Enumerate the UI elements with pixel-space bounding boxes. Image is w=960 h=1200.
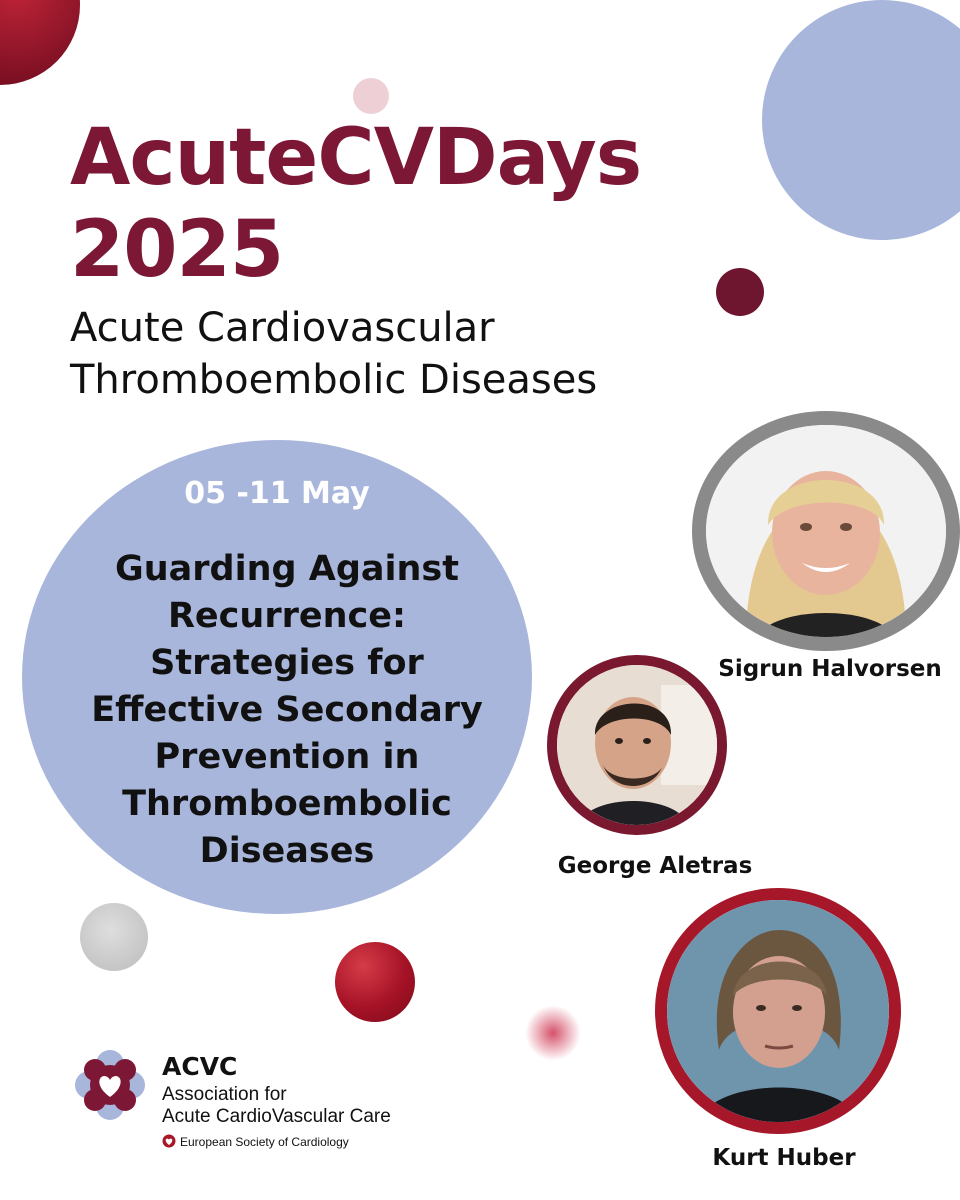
decor-pink-dot [353,78,389,114]
org-name-line2: Acute CardioVascular Care [162,1106,391,1127]
decor-red-circle-top-left [0,0,80,85]
session-title-line: Prevention in [154,737,420,777]
speaker-photo [547,655,727,835]
portrait-icon [706,425,946,637]
session-title-line: Guarding Against [115,549,459,589]
session-title-line: Thromboembolic [122,784,452,824]
speaker-photo [655,888,901,1134]
parent-org-name: European Society of Cardiology [180,1135,349,1149]
event-title [70,112,641,296]
portrait-icon [667,900,889,1122]
session-title-line: Diseases [199,831,375,871]
decor-maroon-dot [716,268,764,316]
portrait-icon [557,665,717,825]
org-name-line1: Association for [162,1084,287,1105]
event-title-year: 2025 [70,205,284,295]
speaker-name: George Aletras [557,853,753,879]
speaker-photo [692,411,960,651]
session-title [22,546,552,875]
event-title-line1: AcuteCVDays [70,113,642,203]
heart-in-flower-icon [75,1050,145,1120]
org-abbreviation: ACVC [162,1052,238,1081]
decor-pink-blur [525,1005,581,1061]
esc-heart-icon [162,1134,176,1148]
speaker-name: Kurt Huber [712,1145,856,1171]
session-title-line: Strategies for [150,643,424,683]
event-subtitle-line1: Acute Cardiovascular [70,305,495,351]
decor-grey-ball [80,903,148,971]
session-title-line: Effective Secondary [91,690,483,730]
session-title-line: Recurrence: [167,596,406,636]
event-subtitle [70,302,597,406]
speaker-name: Sigrun Halvorsen [718,656,942,682]
parent-org [162,1134,349,1149]
event-dates: 05 -11 May [184,476,370,511]
decor-red-ball [335,942,415,1022]
event-subtitle-line2: Thromboembolic Diseases [70,357,598,403]
decor-blue-circle-top-right [762,0,960,240]
